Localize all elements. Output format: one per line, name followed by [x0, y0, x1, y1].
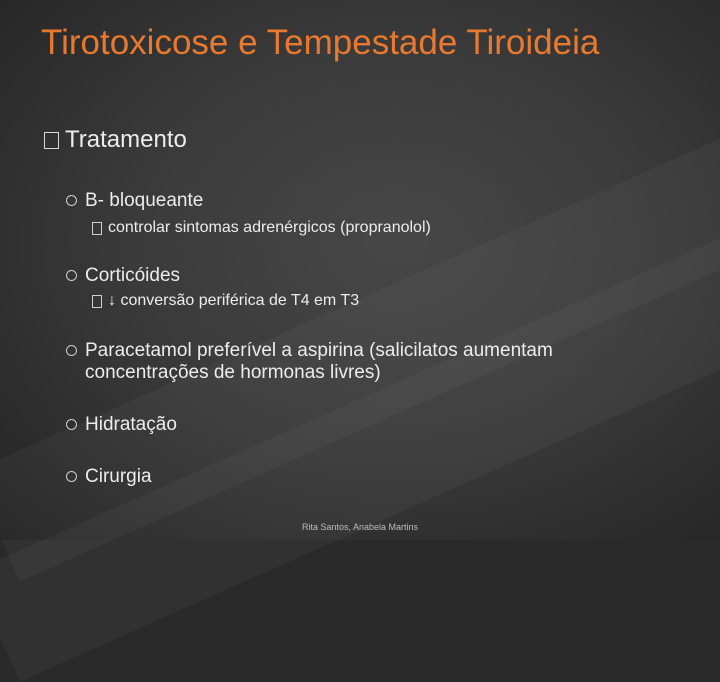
bullet-item: [66, 265, 180, 287]
box-glyph-icon: [92, 222, 102, 235]
sub-bullet-item: [92, 291, 359, 311]
bullet-item-label: Corticóides: [85, 265, 181, 286]
section-heading-label: Tratamento: [65, 126, 187, 153]
ring-bullet-icon: [66, 195, 77, 206]
bullet-item: [66, 190, 203, 212]
box-glyph-icon: [92, 295, 102, 308]
slide-title: Tirotoxicose e Tempestade Tiroideia: [41, 23, 600, 62]
sub-bullet-label: controlar sintomas adrenérgicos (propranolol): [108, 219, 431, 236]
section-heading: [44, 126, 187, 154]
ring-bullet-icon: [66, 345, 77, 356]
bullet-item: [66, 414, 177, 436]
ring-bullet-icon: [66, 471, 77, 482]
ring-bullet-icon: [66, 270, 77, 281]
box-glyph-icon: [44, 132, 59, 149]
bullet-item: [66, 340, 553, 384]
bullet-item-label: B- bloqueante: [85, 190, 204, 211]
bullet-item-label: Hidratação: [85, 414, 177, 435]
sub-bullet-item: [92, 218, 431, 238]
slide-footer: Rita Santos, Anabela Martins: [301, 522, 419, 532]
bullet-item-label: Paracetamol preferível a aspirina (salicilatos aumentam concentrações de hormonas livres): [85, 340, 553, 383]
bullet-item-label: Cirurgia: [85, 466, 152, 487]
bullet-item: [66, 466, 152, 488]
sub-bullet-label: ↓ conversão periférica de T4 em T3: [108, 292, 360, 309]
ring-bullet-icon: [66, 419, 77, 430]
